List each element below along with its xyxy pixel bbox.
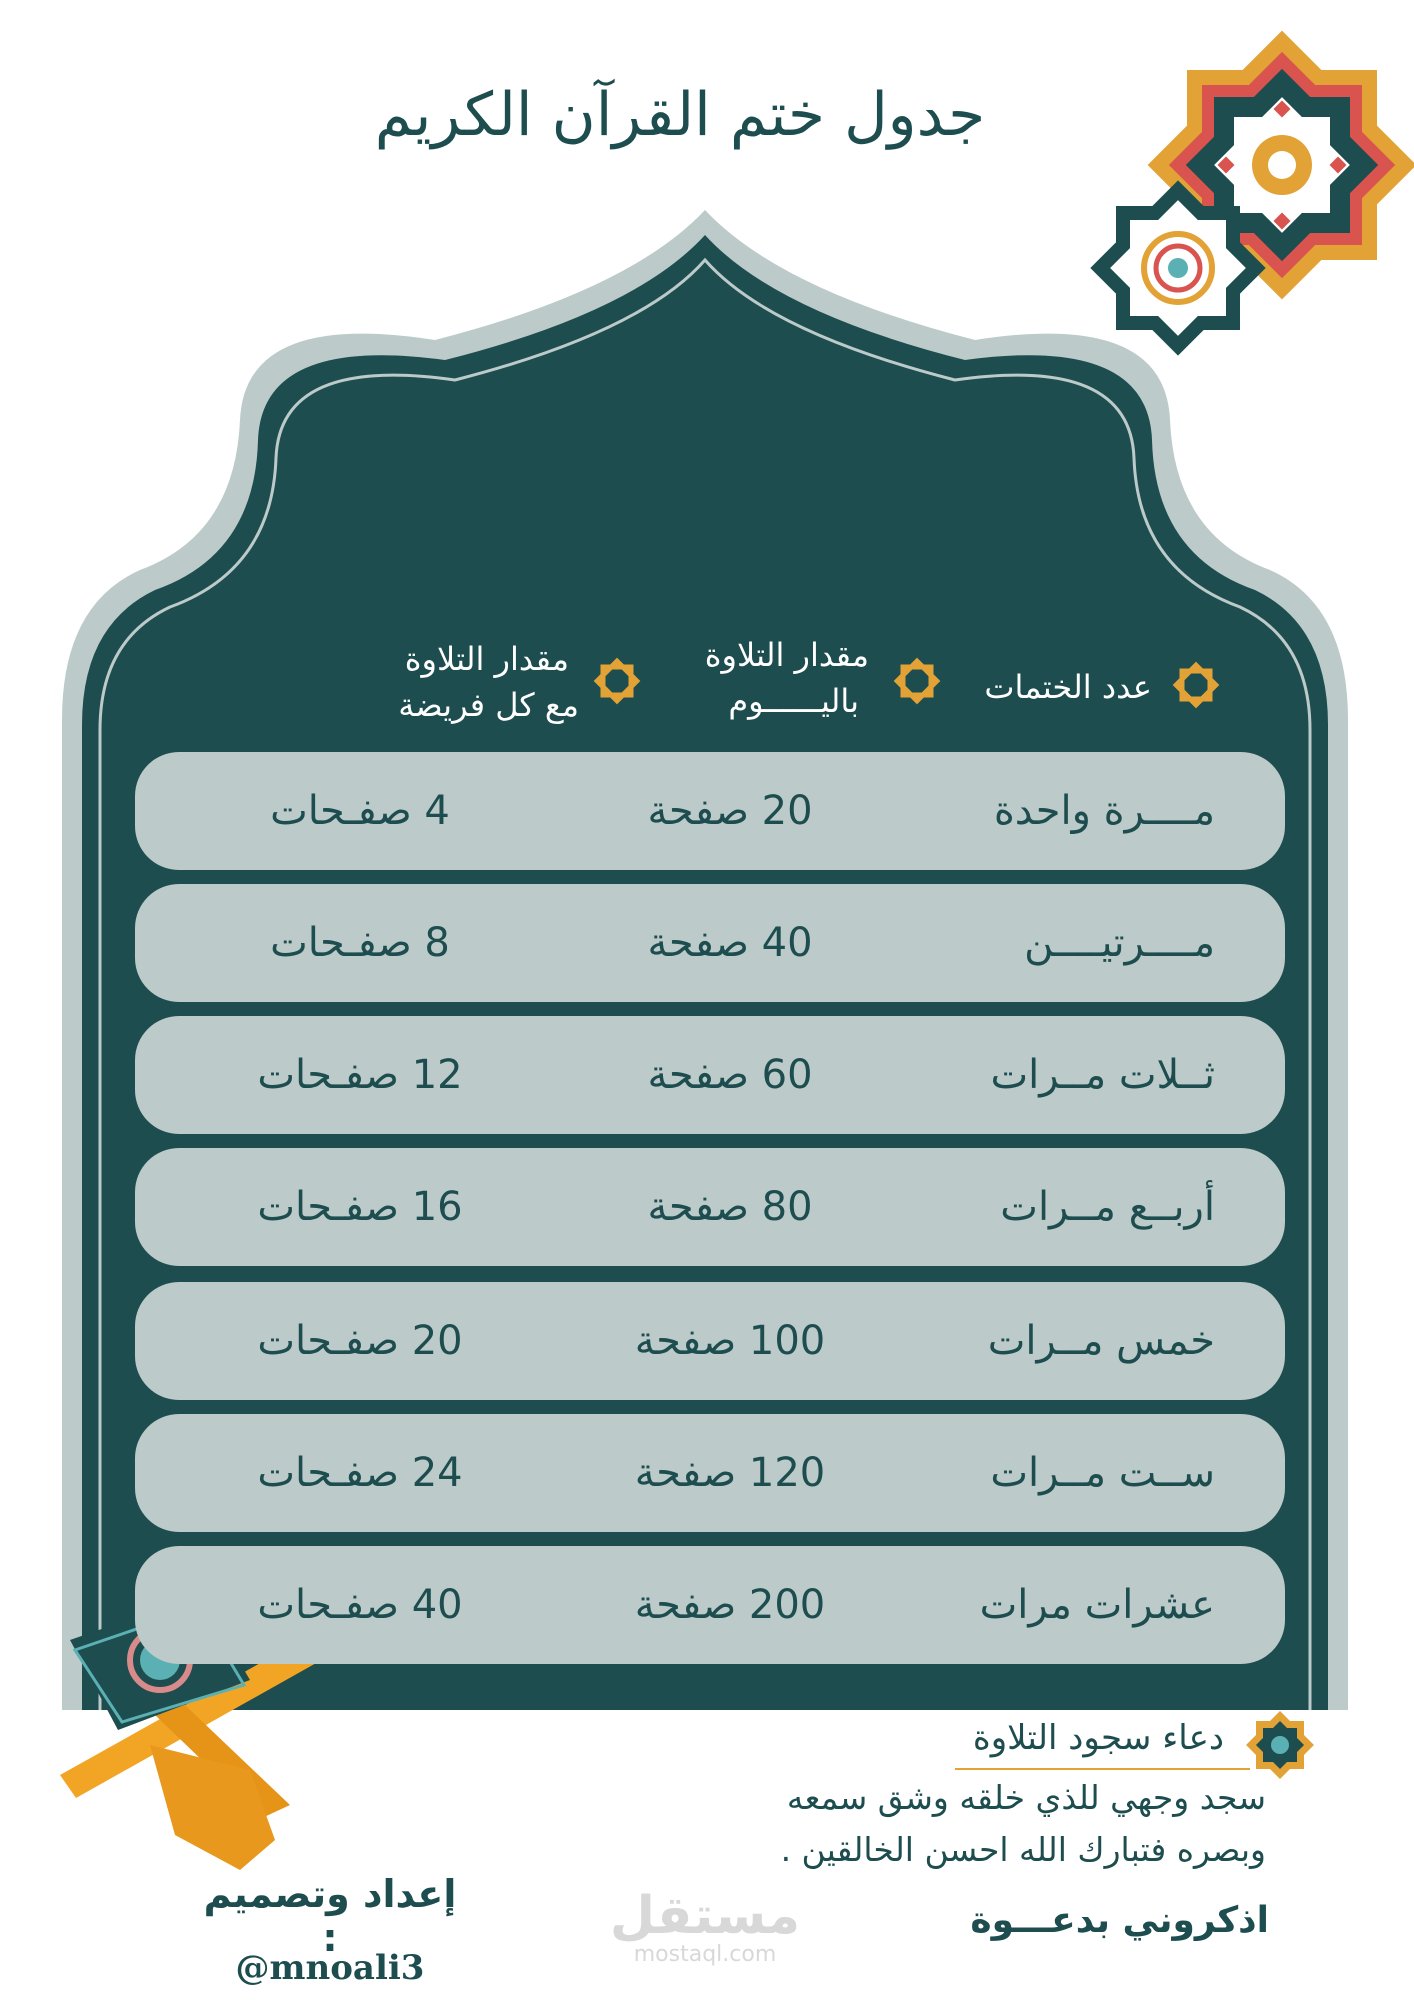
header-prayer xyxy=(398,636,579,728)
daily-cell: 80 صفحة xyxy=(647,1184,813,1230)
prayer-cell: 20 صفـحات xyxy=(257,1318,463,1364)
daily-cell: 20 صفحة xyxy=(647,788,813,834)
table-row xyxy=(135,752,1285,870)
count-cell: أربــع مــرات xyxy=(1000,1184,1215,1230)
count-cell: ســت مــرات xyxy=(990,1450,1215,1496)
dua-star-icon xyxy=(1246,1711,1314,1779)
star-icon xyxy=(593,657,641,705)
count-cell: خمس مــرات xyxy=(987,1318,1215,1364)
dua-line-1: سجد وجهي للذي خلقه وشق سمعه xyxy=(786,1778,1266,1817)
header-count xyxy=(984,664,1152,710)
table-row xyxy=(135,1546,1285,1664)
prayer-cell: 16 صفـحات xyxy=(257,1184,463,1230)
header-daily-line2: باليــــــوم xyxy=(728,682,859,720)
table-row xyxy=(135,1414,1285,1532)
count-cell: عشرات مرات xyxy=(979,1582,1215,1628)
remember-text: اذكروني بدعـــوة xyxy=(970,1900,1269,1941)
credit-label: إعداد وتصميم : xyxy=(203,1872,457,1960)
header-count-label: عدد الختمات xyxy=(984,668,1152,706)
star-icon xyxy=(1172,661,1220,709)
table-row xyxy=(135,1148,1285,1266)
header-daily-line1: مقدار التلاوة xyxy=(704,636,869,674)
star-icon xyxy=(893,657,941,705)
daily-cell: 100 صفحة xyxy=(634,1318,826,1364)
daily-cell: 120 صفحة xyxy=(634,1450,826,1496)
dua-title: دعاء سجود التلاوة xyxy=(972,1718,1224,1758)
prayer-cell: 8 صفـحات xyxy=(270,920,450,966)
table-row xyxy=(135,884,1285,1002)
prayer-cell: 40 صفـحات xyxy=(257,1582,463,1628)
daily-cell: 40 صفحة xyxy=(647,920,813,966)
header-prayer-line2: مع كل فريضة xyxy=(398,686,579,724)
dua-underline xyxy=(955,1768,1250,1770)
credit-handle: @mnoali3 xyxy=(235,1948,425,1988)
header-prayer-line1: مقدار التلاوة xyxy=(404,640,569,678)
count-cell: مــــرة واحدة xyxy=(993,788,1215,834)
prayer-cell: 4 صفـحات xyxy=(270,788,450,834)
watermark-url: mostaql.com xyxy=(633,1942,777,1967)
header-daily xyxy=(705,632,869,724)
count-cell: ثــلات مــرات xyxy=(990,1052,1215,1098)
page-title: جدول ختم القرآن الكريم xyxy=(374,80,986,150)
prayer-cell: 24 صفـحات xyxy=(257,1450,463,1496)
watermark-logo: مستقل xyxy=(609,1886,801,1946)
daily-cell: 200 صفحة xyxy=(634,1582,826,1628)
count-cell: مــــرتيــــن xyxy=(1024,920,1215,966)
dua-line-2: وبصره فتبارك الله احسن الخالقين . xyxy=(780,1830,1266,1869)
small-rosette-icon xyxy=(1090,180,1265,355)
daily-cell: 60 صفحة xyxy=(647,1052,813,1098)
table-row xyxy=(135,1016,1285,1134)
table-row xyxy=(135,1282,1285,1400)
prayer-cell: 12 صفـحات xyxy=(257,1052,463,1098)
